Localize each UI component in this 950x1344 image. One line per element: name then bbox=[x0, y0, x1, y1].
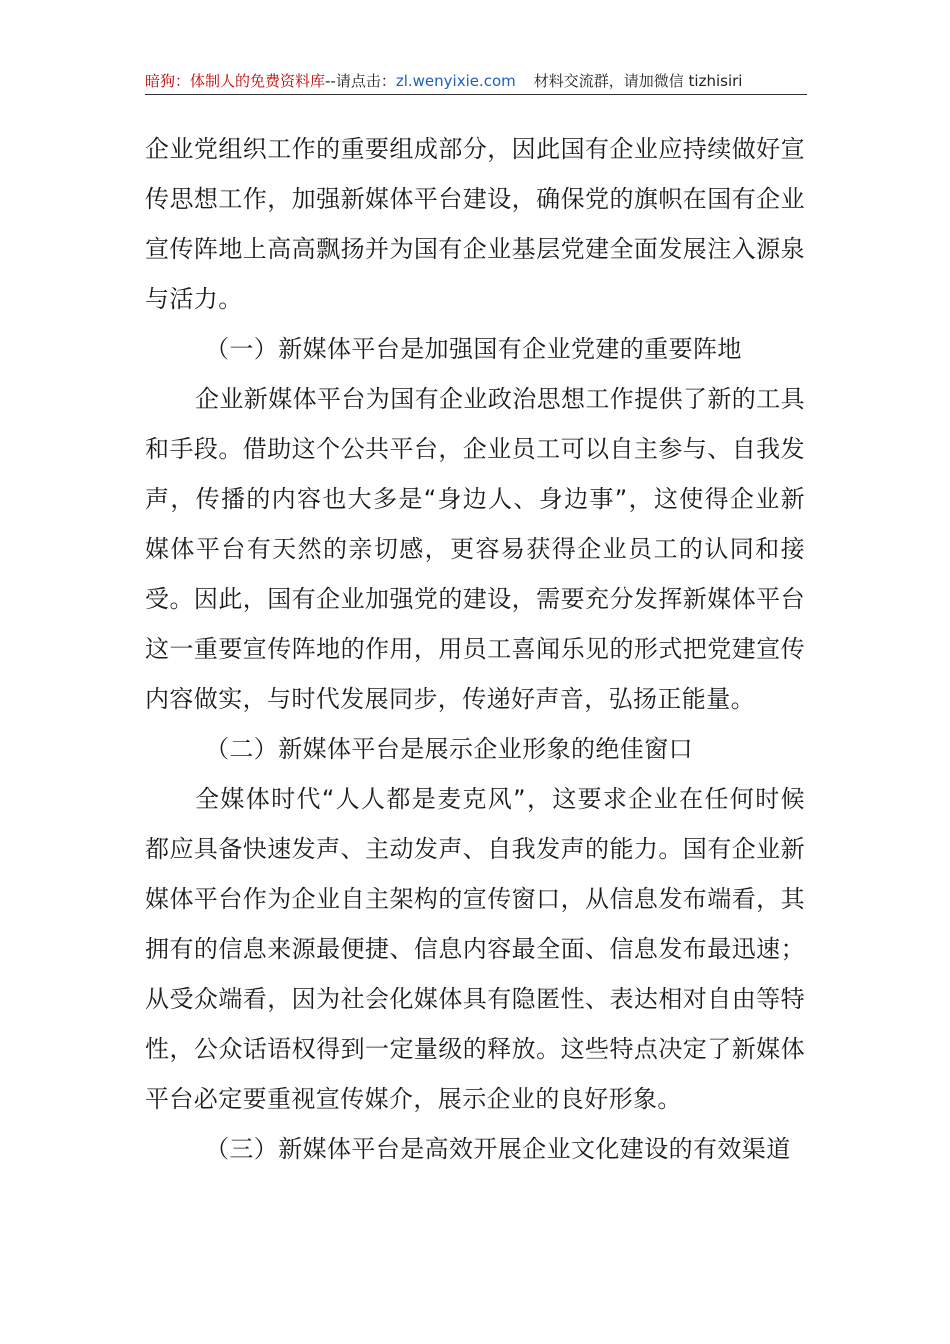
paragraph-continuation: 企业党组织工作的重要组成部分，因此国有企业应持续做好宣传思想工作，加强新媒体平台建设，确保党的旗帜在国有企业宣传阵地上高高飘扬并为国有企业基层党建全面发展注入源泉与活力。 bbox=[145, 135, 805, 313]
paragraph: 企业新媒体平台为国有企业政治思想工作提供了新的工具和手段。借助这个公共平台，企业员工可以自主参与、自我发声，传播的内容也大多是“身边人、身边事”，这使得企业新媒体平台有天然的亲切感，更容易获得企业员工的认同和接受。因此，国有企业加强党的建设，需要充分发挥新媒体平台这一重要宣传阵地的作用，用员工喜闻乐见的形式把党建宣传内容做实，与时代发展同步，传递好声音，弘扬正能量。 bbox=[145, 385, 805, 713]
header-url-link[interactable]: zl.wenyixie.com bbox=[395, 72, 516, 90]
header-click-prefix: --请点击： bbox=[325, 72, 396, 90]
section-heading-1: （一）新媒体平台是加强国有企业党建的重要阵地 bbox=[205, 335, 742, 363]
header-brand: 暗狗：体制人的免费资料库 bbox=[145, 72, 326, 90]
section-heading-2: （二）新媒体平台是展示企业形象的绝佳窗口 bbox=[205, 735, 693, 763]
paragraph: 全媒体时代“人人都是麦克风”，这要求企业在任何时候都应具备快速发声、主动发声、自我发声的能力。国有企业新媒体平台作为企业自主架构的宣传窗口，从信息发布端看，其拥有的信息来源最便捷、信息内容最全面、信息发布最迅速；从受众端看，因为社会化媒体具有隐匿性、表达相对自由等特性，公众话语权得到一定量级的释放。这些特点决定了新媒体平台必定要重视宣传媒介，展示企业的良好形象。 bbox=[145, 785, 805, 1113]
section-heading-3: （三）新媒体平台是高效开展企业文化建设的有效渠道 bbox=[205, 1135, 791, 1163]
page-header bbox=[145, 68, 807, 95]
document-body bbox=[145, 124, 805, 1174]
header-group-note: 材料交流群，请加微信 tizhisiri bbox=[533, 72, 743, 90]
